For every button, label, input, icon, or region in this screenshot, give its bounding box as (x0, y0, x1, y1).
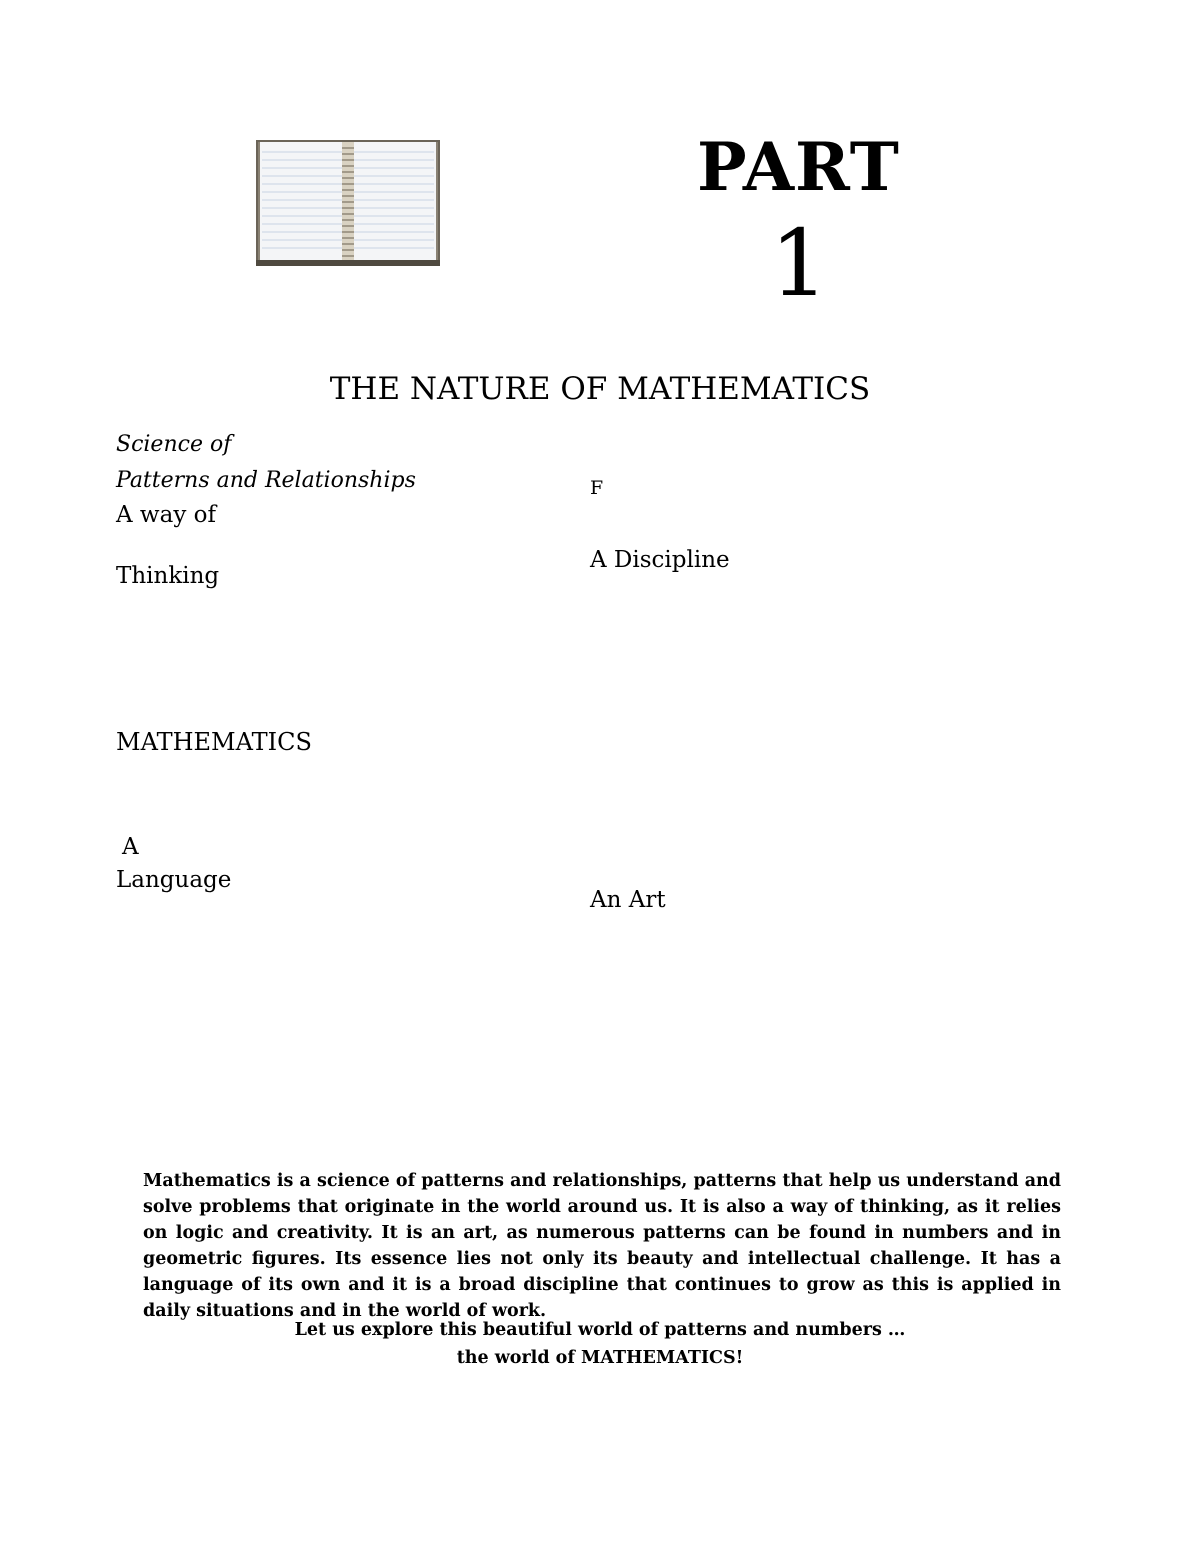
stray-letter-f: F (590, 477, 604, 499)
open-notebook-icon (256, 140, 440, 266)
part-title: PART (697, 128, 900, 206)
closing-line-2: the world of MATHEMATICS! (456, 1348, 744, 1368)
part-number: 1 (770, 210, 829, 317)
closing-line-1: Let us explore this beautiful world of patterns and numbers … (294, 1320, 906, 1340)
way-of-thinking-label-line2: Thinking (116, 563, 220, 589)
page-title: THE NATURE OF MATHEMATICS (329, 371, 871, 407)
mathematics-center-label: MATHEMATICS (116, 728, 312, 756)
science-label-line2: Patterns and Relationships (116, 468, 416, 493)
language-label-line1: A (122, 834, 139, 860)
discipline-label: A Discipline (590, 547, 730, 573)
language-label-line2: Language (116, 867, 232, 893)
way-of-thinking-label-line1: A way of (116, 502, 216, 528)
summary-paragraph: Mathematics is a science of patterns and relationships, patterns that help us understand and solve problems that originate in the world around us. It is also a way of thinking, as it relies on logic and creativity. It is an art, as numerous patterns can be found in numbers and in geometric figures. Its essence lies not only its beauty and intellectual challenge. It has a language of its own and it is a broad discipline that continues to grow as this is applied in daily situations and in the world of work. (143, 1171, 1061, 1321)
science-label-line1: Science of (116, 432, 232, 457)
art-label: An Art (590, 887, 666, 913)
